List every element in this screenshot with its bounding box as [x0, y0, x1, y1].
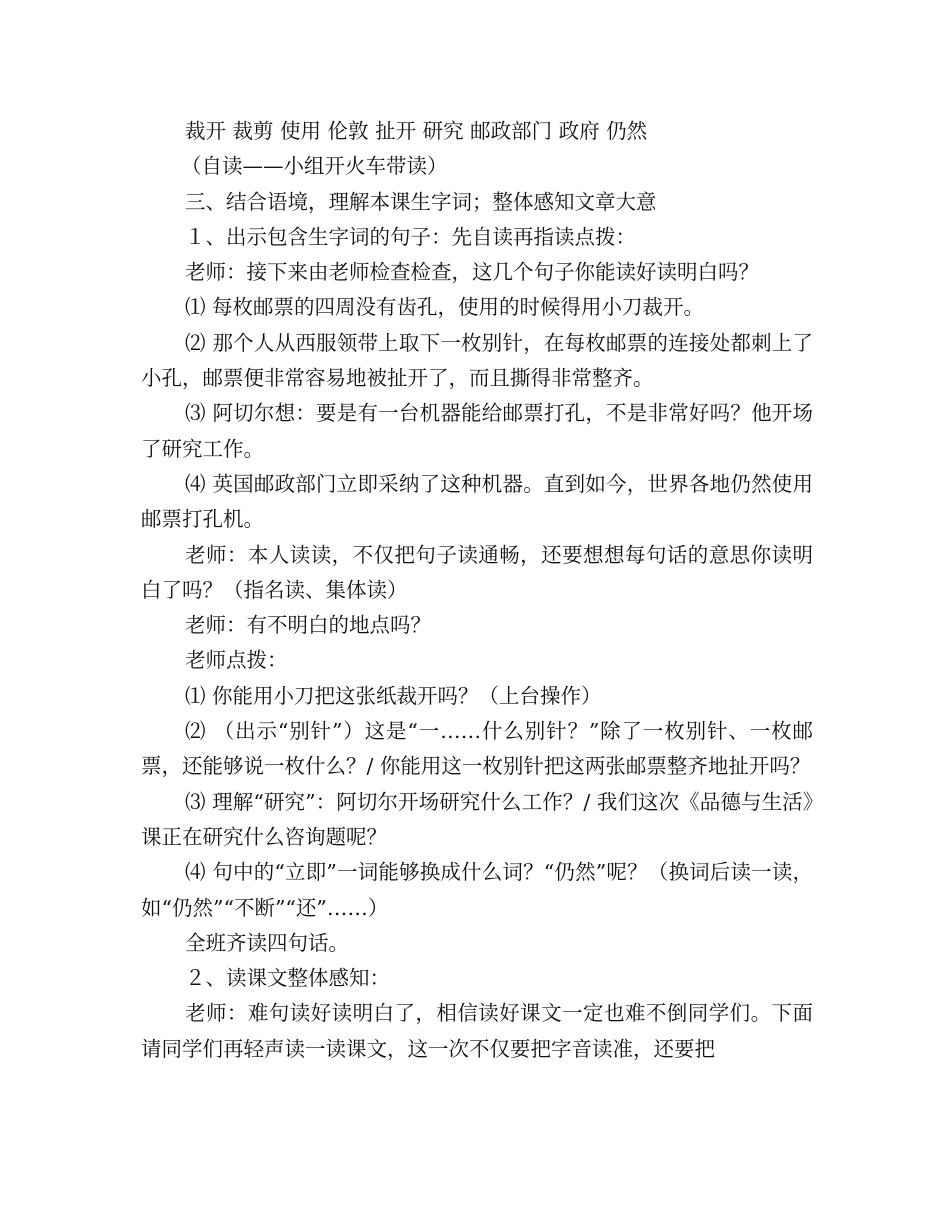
example-sentence: ⑵ 那个人从西服领带上取下一枚别针，在每枚邮票的连接处都刺上了小孔，邮票便非常容易地被扯开了，而且撕得非常整齐。	[141, 330, 813, 391]
step-heading: ２、读课文整体感知：	[185, 966, 390, 991]
guidance-item: ⑴ 你能用小刀把这张纸裁开吗？（上台操作）	[185, 683, 602, 708]
teacher-guidance-heading: 老师点拨：	[185, 648, 288, 673]
teacher-line: 老师：有不明白的地点吗？	[185, 613, 431, 638]
example-sentence: ⑶ 阿切尔想：要是有一台机器能给邮票打孔，不是非常好吗？他开场了研究工作。	[141, 401, 813, 461]
reading-instruction: （自读——小组开火车带读）	[181, 154, 448, 179]
vocabulary-list: 裁开 裁剪 使用 伦敦 扯开 研究 邮政部门 政府 仍然	[185, 119, 648, 143]
document-body	[141, 114, 813, 1067]
guidance-item: ⑶ 理解“研究”：阿切尔开场研究什么工作？/ 我们这次《品德与生活》课正在研究什么咨询题呢？	[141, 789, 813, 849]
section-heading: 三、结合语境，理解本课生字词；整体感知文章大意	[185, 189, 657, 214]
class-reading-note: 全班齐读四句话。	[185, 930, 349, 955]
teacher-line: 老师：接下来由老师检查检查，这几个句子你能读好读明白吗？	[185, 260, 759, 285]
teacher-line: 老师：难句读好读明白了，相信读好课文一定也难不倒同学们。下面请同学们再轻声读一读课文，这一次不仅要把字音读准，还要把	[141, 1001, 813, 1061]
teacher-line: 老师：本人读读，不仅把句子读通畅，还要想想每句话的意思你读明白了吗？（指名读、集体读）	[141, 542, 813, 602]
guidance-item: ⑷ 句中的“立即”一词能够换成什么词？“仍然”呢？（换词后读一读，如“仍然”“不断”“还”……）	[141, 860, 813, 920]
guidance-item: ⑵ （出示“别针”）这是“一……什么别针？”除了一枚别针、一枚邮票，还能够说一枚什么？/ 你能用这一枚别针把这两张邮票整齐地扯开吗？	[141, 719, 813, 779]
step-heading: １、出示包含生字词的句子：先自读再指读点拨：	[185, 224, 636, 249]
example-sentence: ⑷ 英国邮政部门立即采纳了这种机器。直到如今，世界各地仍然使用邮票打孔机。	[141, 471, 813, 532]
example-sentence: ⑴ 每枚邮票的四周没有齿孔，使用的时候得用小刀裁开。	[185, 295, 705, 320]
